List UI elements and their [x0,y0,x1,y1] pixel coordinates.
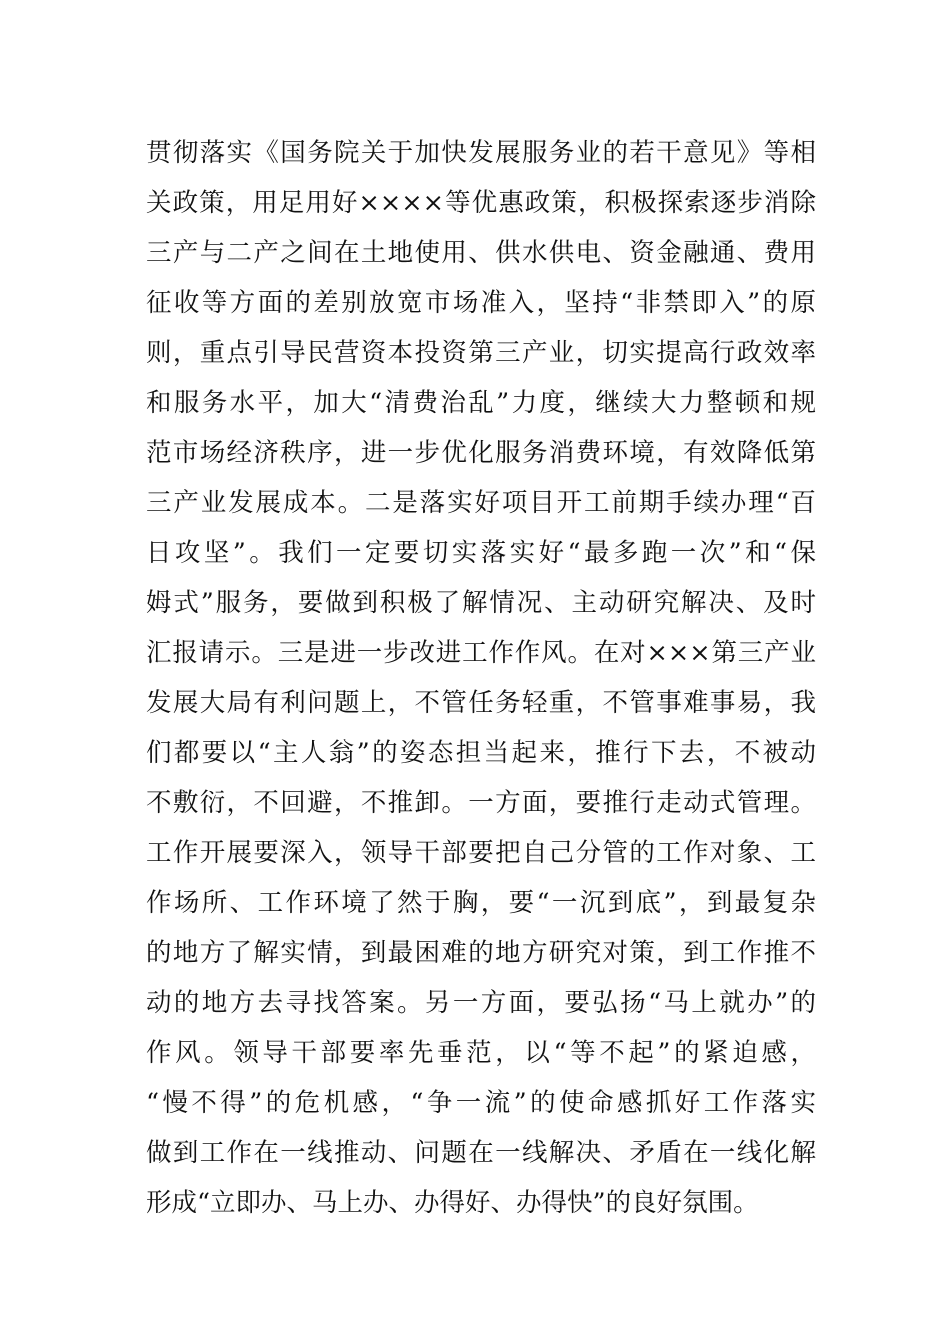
body-text [146,128,816,1228]
text-line: 发展大局有利问题上，不管任务轻重，不管事难事易，我 [146,688,816,718]
text-line: 三产与二产之间在土地使用、供水供电、资金融通、费用 [146,238,816,268]
text-line: 动的地方去寻找答案。另一方面，要弘扬“马上就办”的 [146,988,816,1018]
text-line: 贯彻落实《国务院关于加快发展服务业的若干意见》等相 [146,138,816,168]
text-line: 范市场经济秩序，进一步优化服务消费环境，有效降低第 [146,438,816,468]
text-line: 们都要以“主人翁”的姿态担当起来，推行下去，不被动 [146,738,816,768]
text-line: 汇报请示。三是进一步改进工作作风。在对×××第三产业 [146,638,816,668]
text-line: 作场所、工作环境了然于胸，要“一沉到底”，到最复杂 [146,888,816,918]
text-line: 工作开展要深入，领导干部要把自己分管的工作对象、工 [146,838,816,868]
text-line: “慢不得”的危机感，“争一流”的使命感抓好工作落实 [146,1088,816,1118]
text-line: 三产业发展成本。二是落实好项目开工前期手续办理“百 [146,488,816,518]
text-line: 关政策，用足用好××××等优惠政策，积极探索逐步消除 [146,188,816,218]
text-line: 和服务水平，加大“清费治乱”力度，继续大力整顿和规 [146,388,816,418]
text-line: 形成“立即办、马上办、办得好、办得快”的良好氛围。 [146,1188,759,1218]
text-line: 则，重点引导民营资本投资第三产业，切实提高行政效率 [146,338,816,368]
text-line: 姆式”服务，要做到积极了解情况、主动研究解决、及时 [146,588,816,618]
text-line: 做到工作在一线推动、问题在一线解决、矛盾在一线化解 [146,1138,816,1168]
text-line: 不敷衍，不回避，不推卸。一方面，要推行走动式管理。 [146,788,816,818]
text-line: 日攻坚”。我们一定要切实落实好“最多跑一次”和“保 [146,538,816,568]
text-line: 征收等方面的差别放宽市场准入，坚持“非禁即入”的原 [146,288,816,318]
text-line: 的地方了解实情，到最困难的地方研究对策，到工作推不 [146,938,816,968]
text-line: 作风。领导干部要率先垂范，以“等不起”的紧迫感， [146,1038,816,1068]
